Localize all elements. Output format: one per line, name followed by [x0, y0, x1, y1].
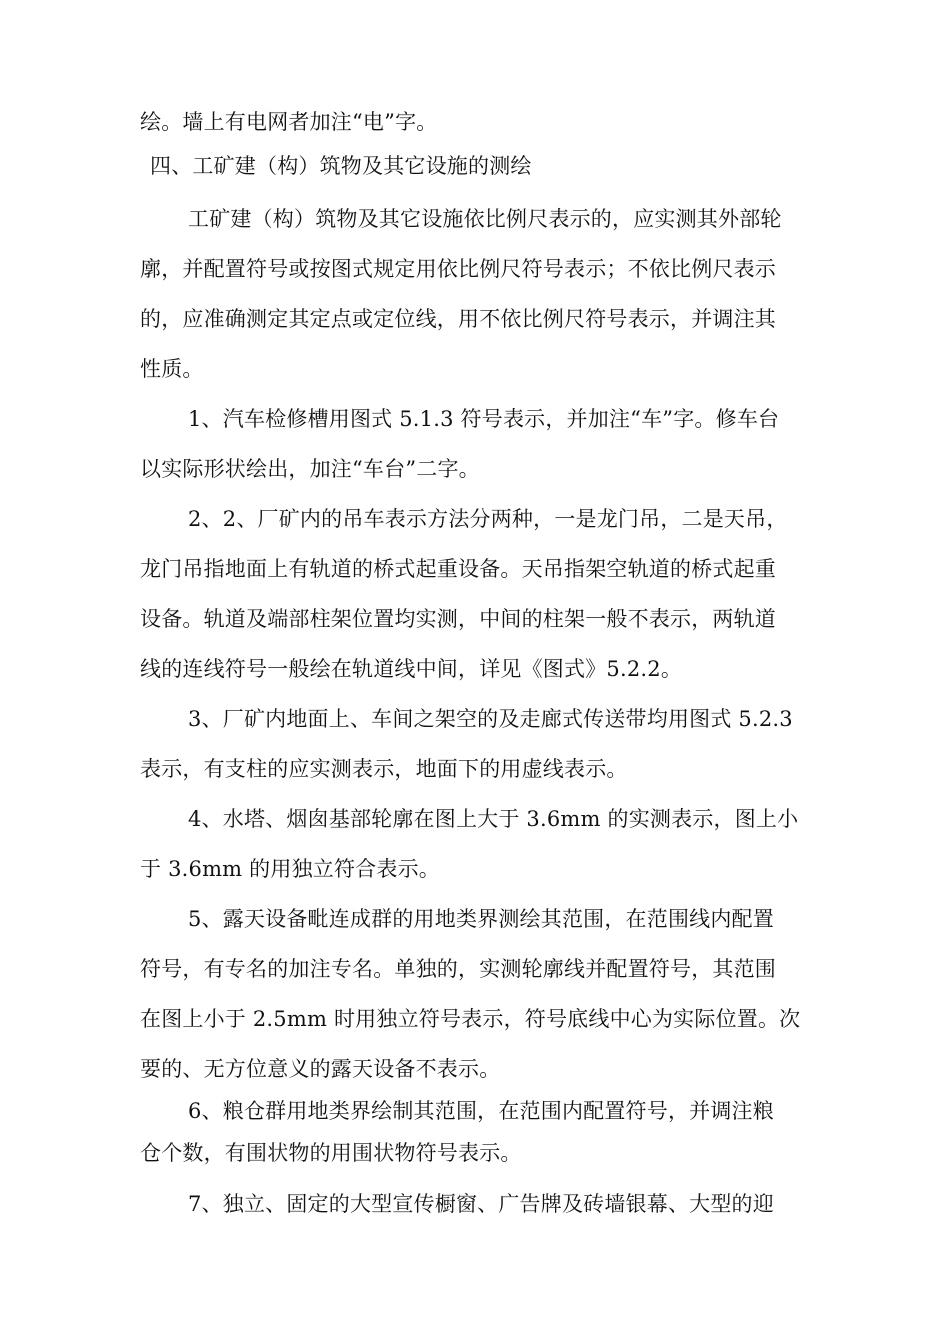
- text-line: 以实际形状绘出，加注“车台”二字。: [140, 457, 480, 481]
- text-line: 2、2、厂矿内的吊车表示方法分两种，一是龙门吊，二是天吊，: [188, 507, 788, 531]
- text-line: 3、厂矿内地面上、车间之架空的及走廊式传送带均用图式 5.2.3: [188, 707, 793, 731]
- text-line: 于 3.6mm 的用独立符合表示。: [140, 857, 440, 881]
- text-line: 在图上小于 2.5mm 时用独立符号表示，符号底线中心为实际位置。次: [140, 1007, 801, 1031]
- text-line: 表示，有支柱的应实测表示，地面下的用虚线表示。: [140, 757, 628, 781]
- text-line: 5、露天设备毗连成群的用地类界测绘其范围，在范围线内配置: [188, 907, 774, 931]
- text-line: 要的、无方位意义的露天设备不表示。: [140, 1057, 501, 1081]
- text-line: 线的连线符号一般绘在轨道线中间，详见《图式》5.2.2。: [140, 657, 683, 681]
- text-line: 廓，并配置符号或按图式规定用依比例尺符号表示；不依比例尺表示: [140, 257, 776, 281]
- text-line: 工矿建（构）筑物及其它设施依比例尺表示的，应实测其外部轮: [188, 207, 782, 231]
- text-line: 的，应准确测定其定点或定位线，用不依比例尺符号表示，并调注其: [140, 307, 776, 331]
- text-line: 6、粮仓群用地类界绘制其范围，在范围内配置符号，并调注粮: [188, 1099, 774, 1123]
- section-heading: 四、工矿建（构）筑物及其它设施的测绘: [150, 154, 532, 178]
- text-line: 4、水塔、烟囱基部轮廓在图上大于 3.6mm 的实测表示，图上小: [188, 807, 799, 831]
- text-line: 仓个数，有围状物的用围状物符号表示。: [140, 1141, 522, 1165]
- text-line: 设备。轨道及端部柱架位置均实测，中间的柱架一般不表示，两轨道: [140, 607, 776, 631]
- text-line: 符号，有专名的加注专名。单独的，实测轮廓线并配置符号，其范围: [140, 957, 776, 981]
- text-line: 性质。: [140, 357, 204, 381]
- text-line: 1、汽车检修槽用图式 5.1.3 符号表示，并加注“车”字。修车台: [188, 407, 780, 431]
- text-line: 绘。墙上有电网者加注“电”字。: [140, 110, 438, 134]
- text-line: 7、独立、固定的大型宣传橱窗、广告牌及砖墙银幕、大型的迎: [188, 1192, 774, 1216]
- text-line: 龙门吊指地面上有轨道的桥式起重设备。天吊指架空轨道的桥式起重: [140, 557, 776, 581]
